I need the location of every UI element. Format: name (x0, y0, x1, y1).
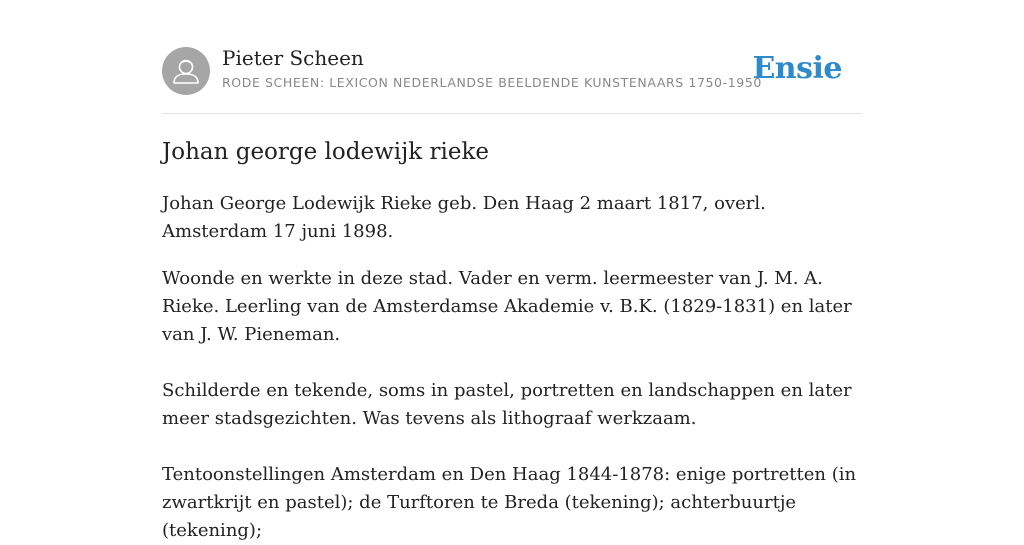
article-header (162, 0, 862, 114)
article-body (162, 190, 862, 545)
paragraph-gap (162, 433, 862, 461)
user-silhouette-icon (162, 47, 210, 95)
biography-paragraph: Woonde en werkte in deze stad. Vader en verm. leermeester van J. M. A. Rieke. Leerling van de Amsterdamse Akademie v. B.K. (1829-1831) en later van J. W. Pieneman. (162, 268, 852, 345)
article-page (162, 0, 862, 541)
work-paragraph: Schilderde en tekende, soms in pastel, portretten en landschappen en later meer stadsgezichten. Was tevens als lithograaf werkzaam. (162, 380, 852, 429)
brand-logo[interactable]: Ensie (752, 51, 842, 86)
author-avatar[interactable] (162, 47, 210, 95)
paragraph-gap (162, 349, 862, 377)
author-name[interactable]: Pieter Scheen (222, 46, 364, 70)
page-title: Johan george lodewijk rieke (162, 139, 490, 165)
intro-paragraph: Johan George Lodewijk Rieke geb. Den Haag 2 maart 1817, overl. Amsterdam 17 juni 1898. (162, 193, 766, 242)
source-lexicon[interactable]: RODE SCHEEN: LEXICON NEDERLANDSE BEELDENDE KUNSTENAARS 1750-1950 (222, 75, 762, 90)
exhibitions-paragraph: Tentoonstellingen Amsterdam en Den Haag 1844-1878: enige portretten (in zwartkrijt en pastel); de Turftoren te Breda (tekening); achterbuurtje (tekening); (162, 464, 857, 541)
